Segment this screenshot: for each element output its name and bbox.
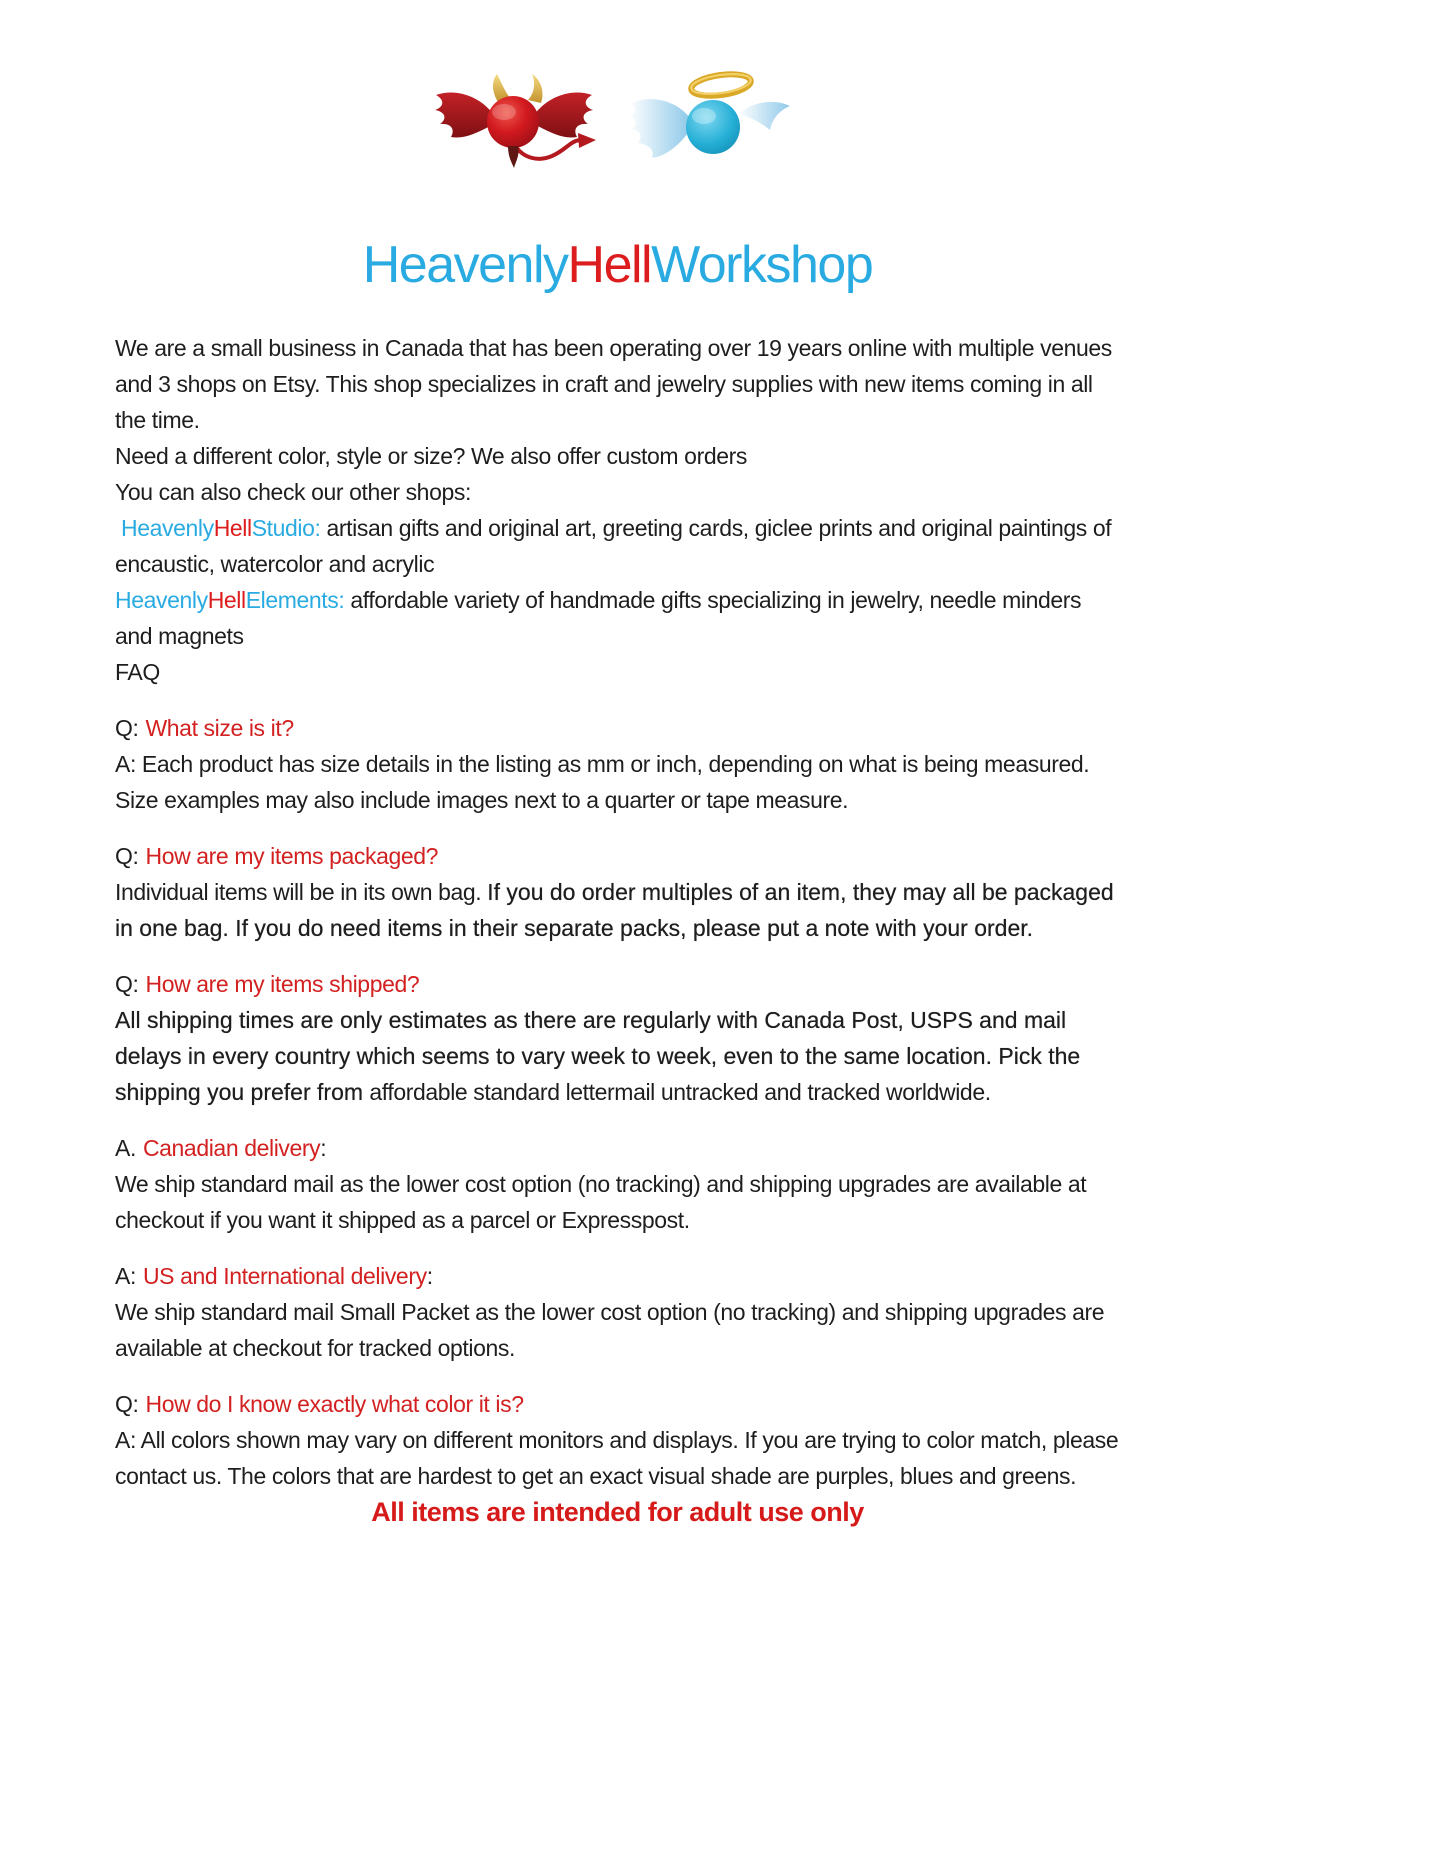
question-prefix: Q: (115, 1390, 139, 1417)
question-prefix: A: (115, 1262, 136, 1289)
angel-icon (628, 71, 790, 158)
title-part-hell: Hell (567, 236, 652, 294)
shop-logo (115, 0, 1120, 175)
faq-question (115, 1386, 1120, 1422)
faq-item-color (115, 1386, 1120, 1494)
faq-question: A: US and International delivery: (115, 1262, 433, 1289)
faq-item-shipping (115, 966, 1120, 1110)
faq-answer: A: Each product has size details in the listing as mm or inch, depending on what is being measured. Size examples may also include images next to a quarter or tape measure. (115, 750, 1090, 813)
faq-answer: We ship standard mail Small Packet as the lower cost option (no tracking) and shipping upgrades are available at checkout for tracked options. (115, 1298, 1105, 1361)
intro-paragraph: We are a small business in Canada that has been operating over 19 years online with multiple venues and 3 shops on Etsy. This shop specializes in craft and jewelry supplies with new items coming in all the time. (115, 334, 1112, 433)
shop-studio-description: artisan gifts and original art, greeting cards, giclee prints and original paintings of encaustic, watercolor and acrylic (115, 514, 1112, 577)
other-shops-section (115, 474, 1120, 690)
shop-link-elements[interactable]: HeavenlyHellElements: (115, 586, 345, 613)
devil-angel-logo-icon (428, 70, 808, 175)
faq-question (115, 710, 1120, 746)
faq-question: A. Canadian delivery: (115, 1134, 327, 1161)
document-content (115, 0, 1120, 1530)
faq-item-size (115, 710, 1120, 818)
other-shops-heading: You can also check our other shops: (115, 478, 471, 505)
title-part-heavenly: Heavenly (362, 236, 568, 294)
question-text: What size is it? (145, 714, 294, 741)
title-part-workshop: Workshop (651, 236, 873, 294)
question-prefix: Q: (115, 842, 139, 869)
faq-item-packaging (115, 838, 1120, 946)
question-text: US and International delivery (142, 1262, 427, 1289)
faq-answer: All shipping times are only estimates as there are regularly with Canada Post, USPS and mail delays in every country which seems to vary week to week, even to the same location. Pick the shipping you prefer from affordable standard lettermail untracked and tracked worldwide. (115, 1006, 1081, 1105)
shop-elements-description: affordable variety of handmade gifts specializing in jewelry, needle minders and magnets (115, 586, 1082, 649)
faq-answer: Individual items will be in its own bag. If you do order multiples of an item, they may all be packaged in one bag. If you do need items in their separate packs, please put a note with your order. (115, 878, 1114, 941)
devil-icon (435, 74, 596, 168)
question-prefix: Q: (115, 970, 139, 997)
faq-item-international-delivery (115, 1258, 1120, 1366)
page-title (115, 235, 1120, 295)
question-text: How are my items shipped? (145, 970, 420, 997)
question-text: How are my items packaged? (145, 842, 439, 869)
question-prefix: A. (115, 1134, 136, 1161)
question-text: Canadian delivery (142, 1134, 321, 1161)
faq-question (115, 838, 1120, 874)
shop-link-studio[interactable]: HeavenlyHellStudio: (121, 514, 321, 541)
adult-use-notice: All items are intended for adult use only (371, 1496, 864, 1527)
faq-answer: A: All colors shown may vary on different monitors and displays. If you are trying to color match, please contact us. The colors that are hardest to get an exact visual shade are purples, blues and greens. (115, 1426, 1119, 1489)
faq-question (115, 966, 1120, 1002)
faq-answer: We ship standard mail as the lower cost option (no tracking) and shipping upgrades are available at checkout if you want it shipped as a parcel or Expresspost. (115, 1170, 1087, 1233)
custom-orders-note: Need a different color, style or size? We also offer custom orders (115, 442, 747, 469)
faq-item-canadian-delivery (115, 1130, 1120, 1238)
question-text: How do I know exactly what color it is? (145, 1390, 524, 1417)
question-prefix: Q: (115, 714, 139, 741)
faq-label: FAQ (115, 658, 160, 685)
